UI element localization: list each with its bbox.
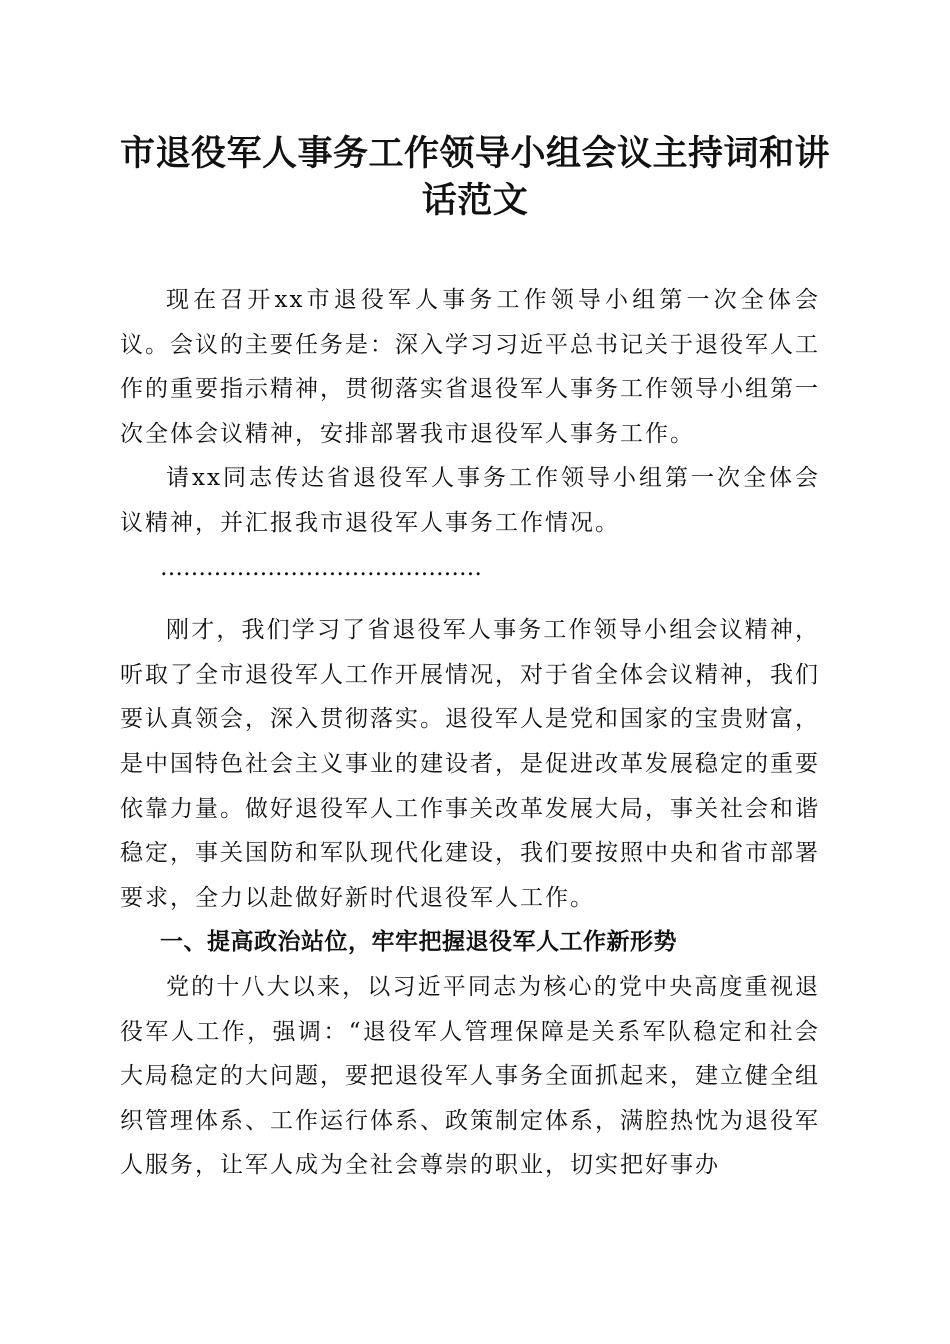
ellipsis-separator: …………………………………… <box>160 554 482 581</box>
document-title: 市退役军人事务工作领导小组会议主持词和讲话范文 <box>119 133 830 221</box>
paragraph-report-request: 请xx同志传达省退役军人事务工作领导小组第一次全体会议精神，并汇报我市退役军人事务工作情况。 <box>120 465 820 536</box>
spacer <box>120 590 820 608</box>
paragraph-speech-intro: 刚才，我们学习了省退役军人事务工作领导小组会议精神，听取了全市退役军人工作开展情况，对于省全体会议精神，我们要认真领会，深入贯彻落实。退役军人是党和国家的宝贵财富，是中国特色社会主义事业的建设者，是促进改革发展稳定的重要依靠力量。做好退役军人工作事关改革发展大局，事关社会和谐稳定，事关国防和军队现代化建设，我们要按照中央和省市部署要求，全力以赴做好新时代退役军人工作。 <box>120 617 820 911</box>
section-heading-1: 一、提高政治站位，牢牢把握退役军人工作新形势 <box>160 929 677 956</box>
paragraph-section-1: 党的十八大以来，以习近平同志为核心的党中央高度重视退役军人工作，强调：“退役军人管理保障是关系军队稳定和社会大局稳定的大问题，要把退役军人事务全面抓起来，建立健全组织管理体系、工作运行体系、政策制定体系，满腔热忱为退役军人服务，让军人成为全社会尊崇的职业，切实把好事办 <box>120 973 820 1179</box>
paragraph-opening: 现在召开xx市退役军人事务工作领导小组第一次全体会议。会议的主要任务是：深入学习习近平总书记关于退役军人工作的重要指示精神，贯彻落实省退役军人事务工作领导小组第一次全体会议精神，安排部署我市退役军人事务工作。 <box>120 287 820 447</box>
document-body <box>120 278 820 1188</box>
